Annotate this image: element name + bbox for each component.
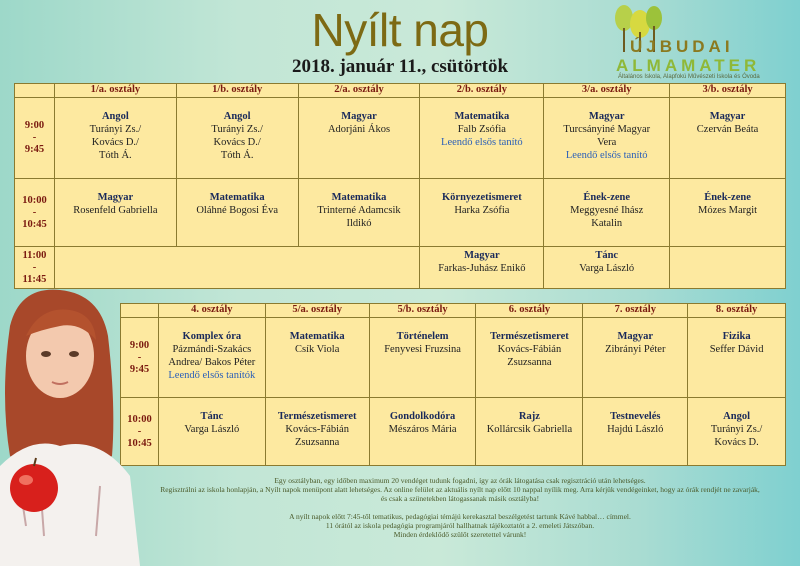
corner-cell	[15, 84, 55, 98]
class-header: 1/b. osztály	[176, 84, 298, 98]
table-row	[121, 398, 786, 466]
class-header: 2/b. osztály	[420, 84, 544, 98]
lesson-cell: Matematika Csík Viola	[265, 318, 369, 398]
logo-word-almamater: ALMAMATER	[616, 56, 761, 75]
class-header: 3/b. osztály	[670, 84, 786, 98]
lesson-cell: Magyar Turcsányiné Magyar Vera Leendő elsős tanító	[544, 98, 670, 179]
schedule-table-lower-grades	[14, 83, 786, 289]
lesson-cell: Testnevelés Hajdú László	[583, 398, 688, 466]
class-header: 7. osztály	[583, 304, 688, 318]
table-row	[15, 98, 786, 179]
lesson-cell: Magyar Rosenfeld Gabriella	[54, 179, 176, 247]
class-header: 6. osztály	[476, 304, 583, 318]
lesson-cell: Matematika Falb Zsófia Leendő elsős tanító	[420, 98, 544, 179]
lesson-cell: Természetismeret Kovács-Fábián Zsuzsanna	[476, 318, 583, 398]
footer-line: Egy osztályban, egy időben maximum 20 vendéget tudunk fogadni, így az órák látogatása csak regisztráció után lehetséges.	[274, 476, 646, 485]
footer-line: Regisztrálni az iskola honlapján, a Nyílt napok menüpont alatt lehetséges. Az online felület az aktuális nyílt nap előtt 10 nappal nyílik meg. Arra kérjük vendégeinket, hogy az órák rendjét ne zavarják,	[160, 485, 760, 494]
lesson-cell: Angol Turányi Zs./ Kovács D./ Tóth Á.	[54, 98, 176, 179]
lesson-cell: Magyar Czerván Beáta	[670, 98, 786, 179]
table-row	[15, 179, 786, 247]
class-header: 5/b. osztály	[369, 304, 476, 318]
lesson-cell: Gondolkodóra Mészáros Mária	[369, 398, 476, 466]
future-teacher-note: Leendő elsős tanító	[565, 150, 648, 161]
lesson-cell: Ének-zene Mózes Margit	[670, 179, 786, 247]
empty-cell	[54, 247, 419, 289]
table-row	[121, 318, 786, 398]
table-row	[15, 247, 786, 289]
time-slot: 10:00 - 10:45	[121, 398, 159, 466]
lesson-cell: Rajz Kollárcsik Gabriella	[476, 398, 583, 466]
footer-line: A nyílt napok előtt 7:45-től tematikus, pedagógiai témájú kerekasztal beszélgetést tartunk Kávé habbal… címmel.	[289, 512, 631, 521]
class-header: 1/a. osztály	[54, 84, 176, 98]
table-header-row	[15, 84, 786, 98]
class-header: 2/a. osztály	[298, 84, 420, 98]
lesson-cell: Angol Turányi Zs./ Kovács D.	[688, 398, 786, 466]
lesson-cell: Angol Turányi Zs./ Kovács D./ Tóth Á.	[176, 98, 298, 179]
lesson-cell: Környezetismeret Harka Zsófia	[420, 179, 544, 247]
lesson-cell: Ének-zene Meggyesné Ihász Katalin	[544, 179, 670, 247]
footer-line: 11 órától az iskola pedagógia programjáról hallhatnak tájékoztatót a 2. emeleti Játszóban.	[325, 521, 595, 530]
logo-word-ujbudai: ÚJBUDAI	[630, 37, 734, 56]
future-teacher-note: Leendő elsős tanítók	[168, 370, 256, 381]
lesson-cell: Tánc Varga László	[544, 247, 670, 289]
schedule-table-upper-grades	[120, 303, 786, 466]
class-header: 4. osztály	[158, 304, 265, 318]
time-slot: 9:00 - 9:45	[121, 318, 159, 398]
lesson-cell: Magyar Farkas-Juhász Enikő	[420, 247, 544, 289]
class-header: 3/a. osztály	[544, 84, 670, 98]
lesson-cell: Tánc Varga László	[158, 398, 265, 466]
empty-cell	[670, 247, 786, 289]
lesson-cell: Történelem Fenyvesi Fruzsina	[369, 318, 476, 398]
page-title: Nyílt nap	[311, 4, 489, 56]
lesson-cell: Magyar Adorjáni Ákos	[298, 98, 420, 179]
lesson-cell: Fizika Seffer Dávid	[688, 318, 786, 398]
logo-subtitle: Általános Iskola, Alapfokú Művészeti Iskola és Óvoda	[618, 74, 760, 80]
table-header-row	[121, 304, 786, 318]
time-slot: 10:00 - 10:45	[15, 179, 55, 247]
footer-line: Minden érdeklődő szülőt szeretettel várunk!	[393, 530, 527, 539]
future-teacher-note: Leendő elsős tanító	[441, 137, 523, 148]
school-logo	[608, 2, 800, 84]
lesson-cell: Komplex óra Pázmándi-Szakács Andrea/ Bakos Péter Leendő elsős tanítók	[158, 318, 265, 398]
girl-with-apple-image	[0, 286, 160, 566]
footer-notes	[160, 476, 760, 539]
time-slot: 11:00 - 11:45	[15, 247, 55, 289]
event-date: 2018. január 11., csütörtök	[291, 56, 509, 77]
lesson-cell: Természetismeret Kovács-Fábián Zsuzsanna	[265, 398, 369, 466]
class-header: 8. osztály	[688, 304, 786, 318]
lesson-cell: Matematika Oláhné Bogosi Éva	[176, 179, 298, 247]
footer-line: és csak a szünetekben látogassanak másik osztályba!	[380, 494, 540, 503]
time-slot: 9:00 - 9:45	[15, 98, 55, 179]
class-header: 5/a. osztály	[265, 304, 369, 318]
lesson-cell: Matematika Trinterné Adamcsik Ildikó	[298, 179, 420, 247]
lesson-cell: Magyar Zibrányi Péter	[583, 318, 688, 398]
